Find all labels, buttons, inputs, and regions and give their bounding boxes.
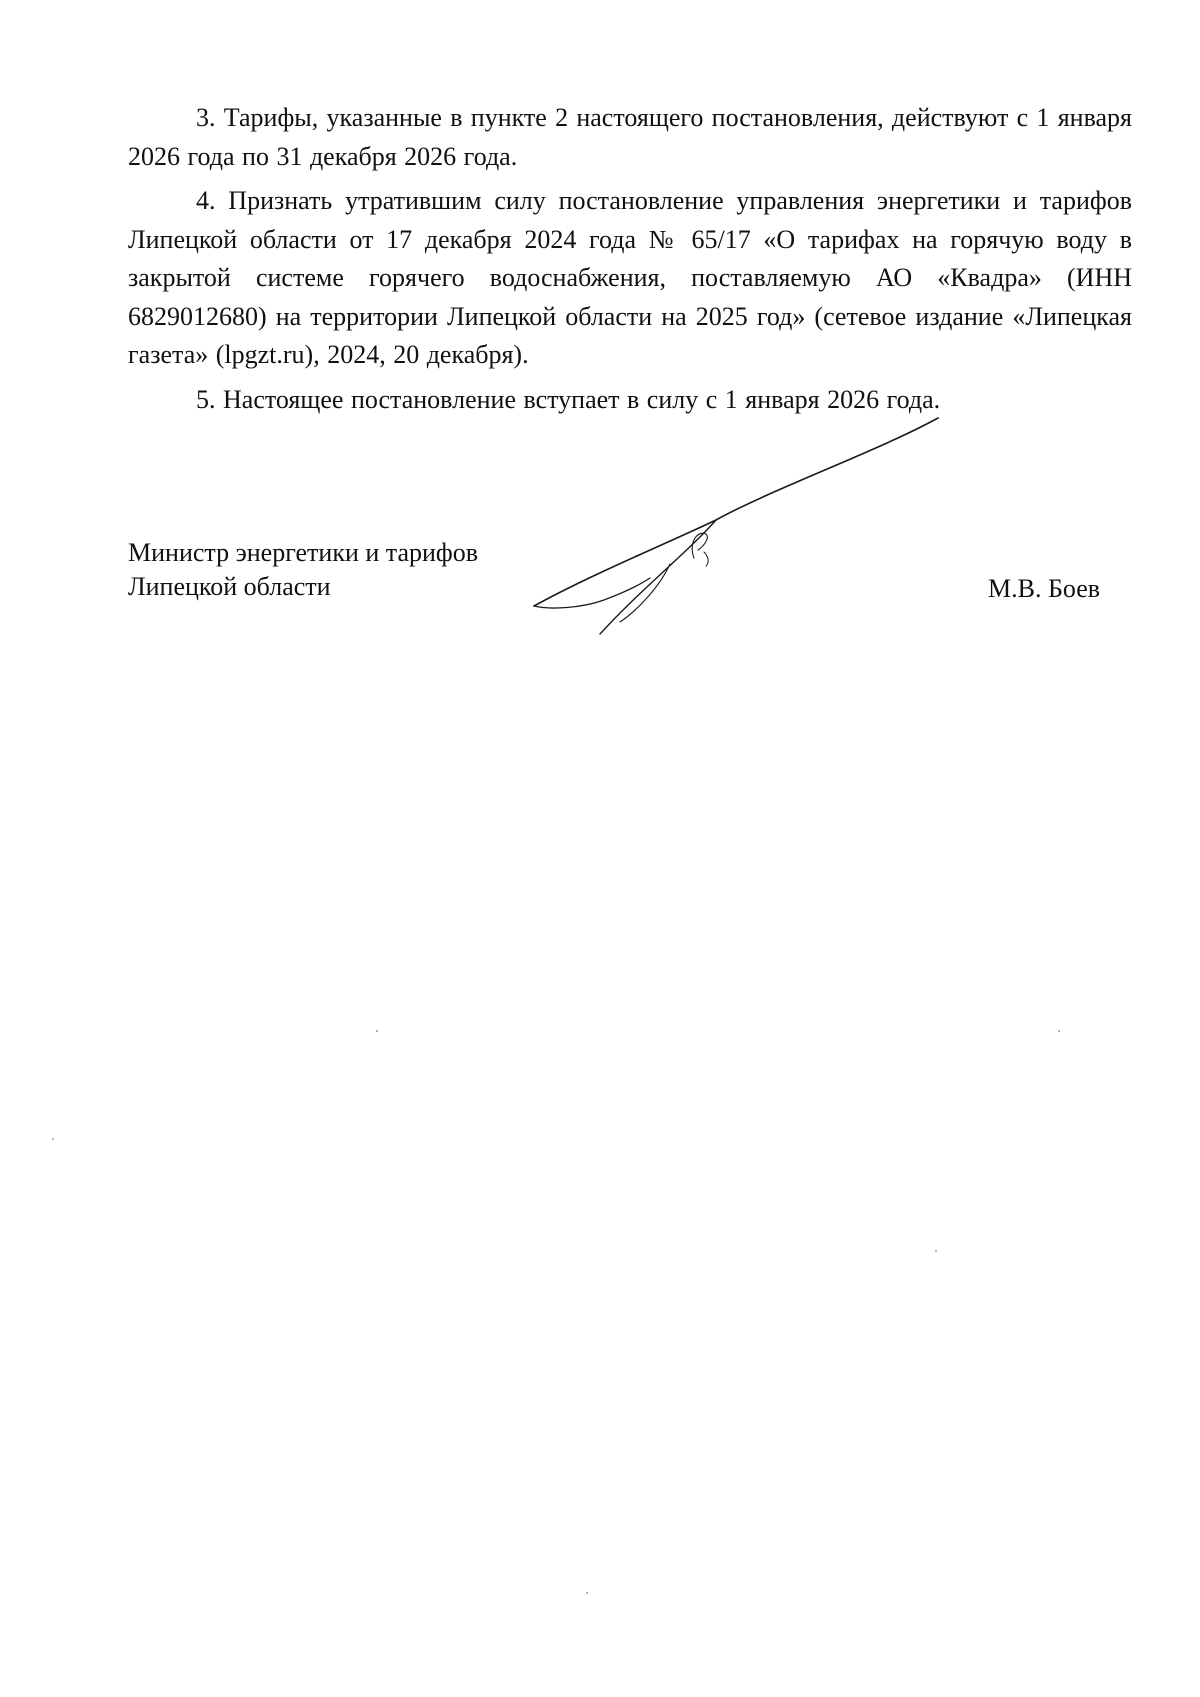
position-line-2: Липецкой области: [128, 572, 331, 601]
signer-name: М.В. Боев: [988, 574, 1101, 603]
signatory-position: [128, 536, 478, 604]
paragraph-5: 5. Настоящее постановление вступает в силу с 1 января 2026 года.: [196, 384, 941, 414]
handwritten-signature: [520, 410, 960, 660]
scan-speck: [52, 1138, 54, 1140]
scan-speck: [935, 1250, 937, 1252]
position-line-1: Министр энергетики и тарифов: [128, 538, 479, 567]
scan-speck: [376, 1030, 378, 1032]
document-body: [128, 99, 1132, 425]
paragraph-4: 4. Признать утратившим силу постановление управления энергетики и тарифов Липецкой области от 17 декабря 2024 года № 65/17 «О тарифах на горячую воду в закрытой системе горячего водоснабжения, поставляемую АО «Квадра» (ИНН 6829012680) на территории Липецкой области на 2025 год» (сетевое издание «Липецкая газета» (lpgzt.ru), 2024, 20 декабря).: [128, 186, 1132, 369]
scan-speck: [1058, 1030, 1060, 1032]
scan-speck: [586, 1592, 588, 1594]
paragraph-3: 3. Тарифы, указанные в пункте 2 настоящего постановления, действуют с 1 января 2026 года по 31 декабря 2026 года.: [128, 103, 1132, 171]
